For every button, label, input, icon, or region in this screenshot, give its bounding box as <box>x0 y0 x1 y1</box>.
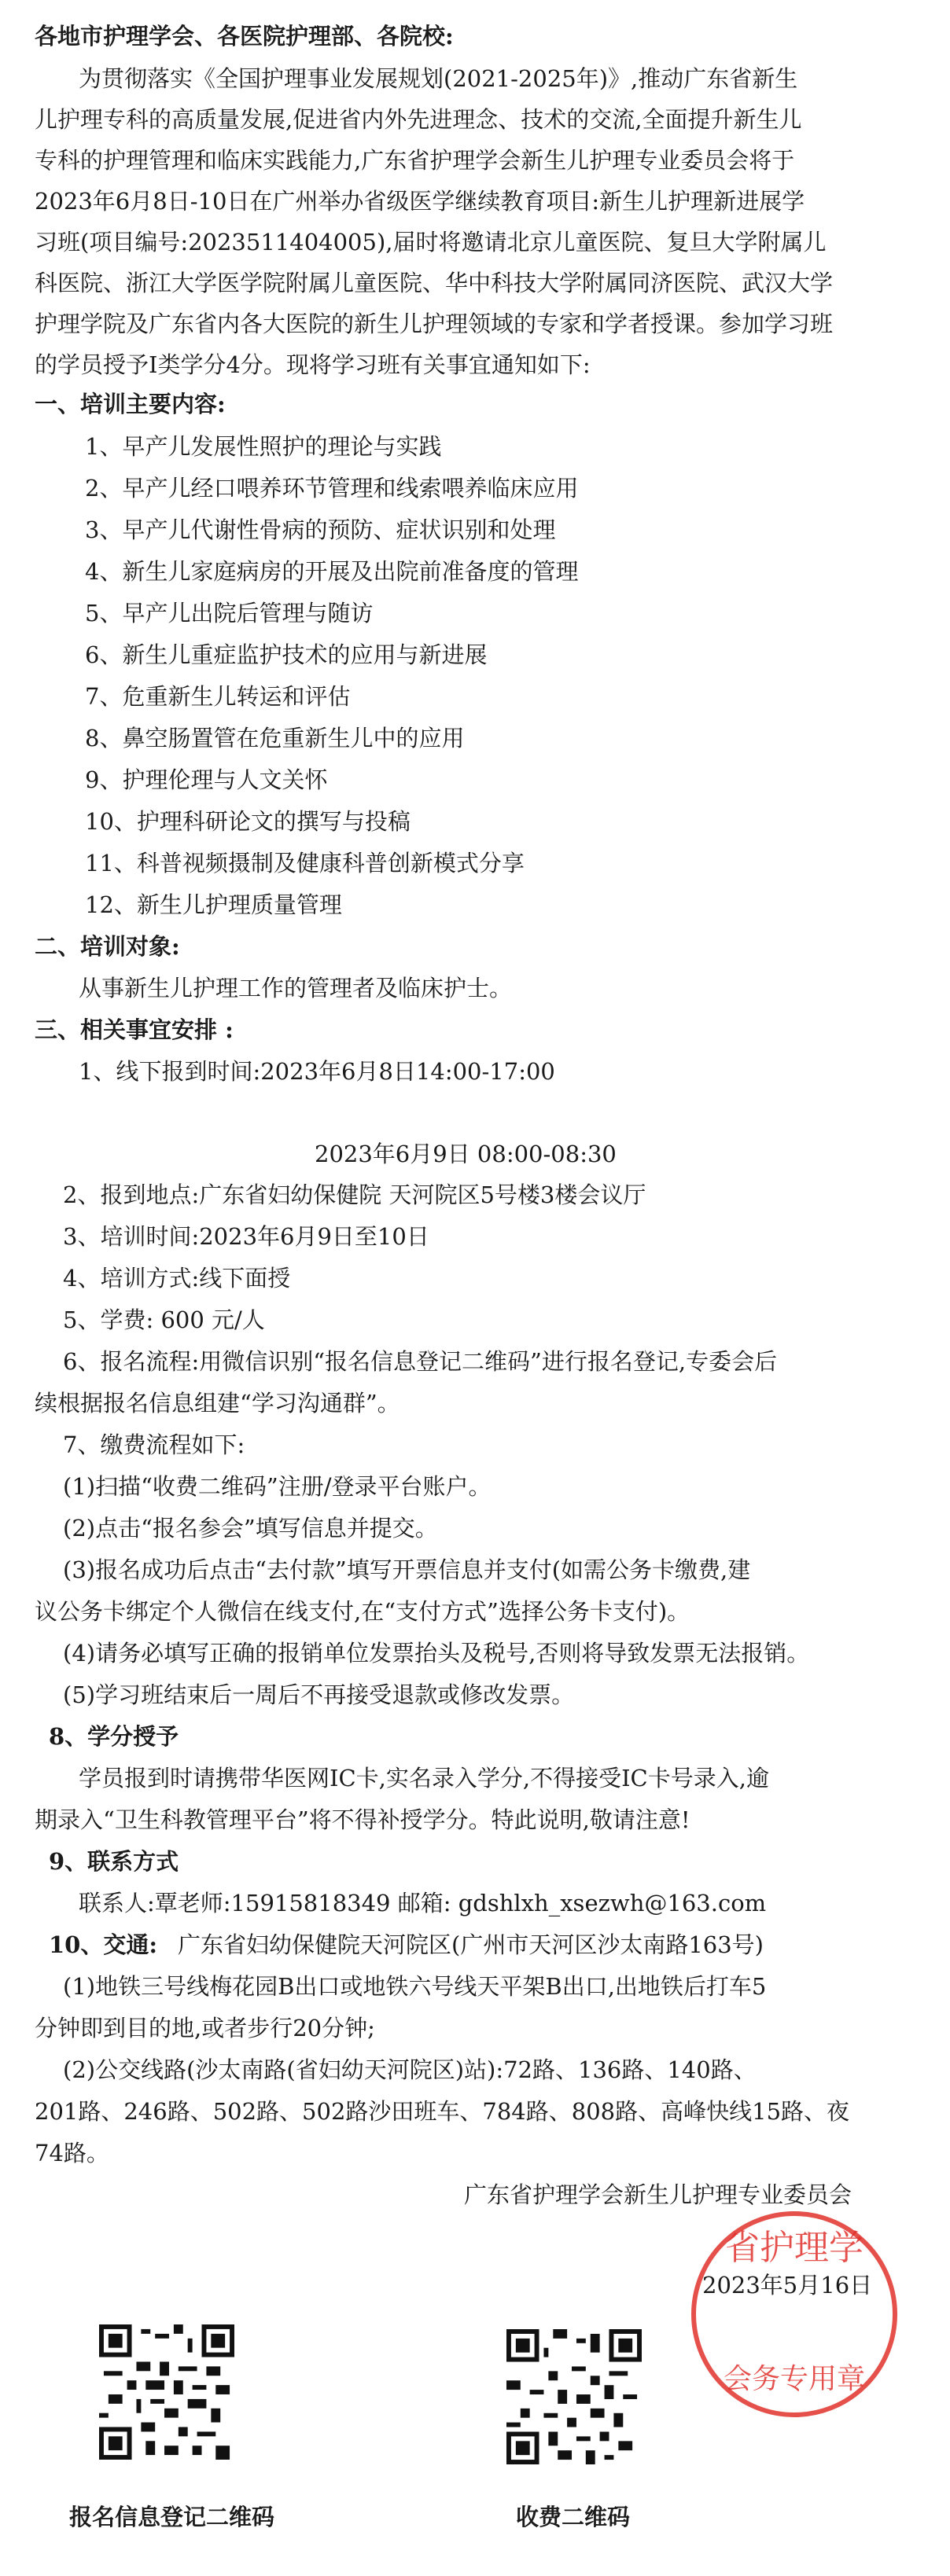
content-item: 3、早产儿代谢性骨病的预防、症状识别和处理 <box>85 516 556 543</box>
registration-qr-label: 报名信息登记二维码 <box>69 2504 275 2530</box>
intro-line: 儿护理专科的高质量发展,促进省内外先进理念、技术的交流,全面提升新生儿 <box>35 106 802 133</box>
intro-line: 专科的护理管理和临床实践能力,广东省护理学会新生儿护理专业委员会将于 <box>35 147 795 174</box>
payment-qr-label: 收费二维码 <box>516 2504 631 2530</box>
arrangement-item: 6、报名流程:用微信识别“报名信息登记二维码”进行报名登记,专委会后 <box>63 1348 778 1375</box>
content-item: 1、早产儿发展性照护的理论与实践 <box>85 433 442 460</box>
payment-qr-code[interactable] <box>506 2329 642 2464</box>
intro-line: 2023年6月8日-10日在广州举办省级医学继续教育项目:新生儿护理新进展学 <box>35 188 805 215</box>
signature-organization: 广东省护理学会新生儿护理专业委员会 <box>464 2181 852 2208</box>
arrangement-item: 7、缴费流程如下: <box>63 1431 245 1458</box>
arrangement-item: 3、培训时间:2023年6月9日至10日 <box>63 1223 429 1250</box>
intro-line: 习班(项目编号:2023511404005),届时将邀请北京儿童医院、复旦大学附属儿 <box>35 229 827 255</box>
section-title: 9、联系方式 <box>49 1848 179 1875</box>
seal-graphic <box>689 2209 900 2420</box>
arrangement-item: 2023年6月9日 08:00-08:30 <box>315 1141 617 1167</box>
transport-item: 201路、246路、502路、502路沙田班车、784路、808路、高峰快线15路、夜 <box>35 2098 850 2125</box>
section-body: 从事新生儿护理工作的管理者及临床护士。 <box>79 975 513 1001</box>
qr-code-graphic <box>99 2324 234 2460</box>
contact-info: 联系人:覃老师:15915818349 邮箱: gdshlxh_xsezwh@163.com <box>79 1890 767 1916</box>
intro-line: 的学员授予I类学分4分。现将学习班有关事宜通知如下: <box>35 351 591 378</box>
signature-date: 2023年5月16日 <box>702 2272 873 2299</box>
payment-step: (5)学习班结束后一周后不再接受退款或修改发票。 <box>63 1681 575 1708</box>
payment-step: (1)扫描“收费二维码”注册/登录平台账户。 <box>63 1473 492 1500</box>
qr-code-graphic <box>506 2329 642 2464</box>
payment-step: (3)报名成功后点击“去付款”填写开票信息并支付(如需公务卡缴费,建 <box>63 1556 751 1583</box>
transport-address: 广东省妇幼保健院天河院区(广州市天河区沙太南路163号) <box>178 1931 764 1958</box>
section-title: 一、培训主要内容: <box>35 391 226 417</box>
payment-step: 议公务卡绑定个人微信在线支付,在“支付方式”选择公务卡支付)。 <box>35 1598 690 1625</box>
section-body: 学员报到时请携带华医网IC卡,实名录入学分,不得接受IC卡号录入,逾 <box>79 1765 769 1791</box>
transport-item: (1)地铁三号线梅花园B出口或地铁六号线天平架B出口,出地铁后打车5 <box>63 1973 767 2000</box>
section-title: 二、培训对象: <box>35 933 180 960</box>
official-seal <box>689 2209 900 2420</box>
transport-item: (2)公交线路(沙太南路(省妇幼天河院区)站):72路、136路、140路、 <box>63 2056 757 2083</box>
intro-line: 护理学院及广东省内各大医院的新生儿护理领域的专家和学者授课。参加学习班 <box>35 311 834 337</box>
section-title: 10、交通: <box>49 1931 158 1958</box>
content-item: 5、早产儿出院后管理与随访 <box>85 600 374 627</box>
intro-line: 科医院、浙江大学医学院附属儿童医院、华中科技大学附属同济医院、武汉大学 <box>35 270 834 296</box>
registration-qr-code[interactable] <box>99 2324 234 2460</box>
payment-step: (2)点击“报名参会”填写信息并提交。 <box>63 1515 438 1542</box>
content-item: 9、护理伦理与人文关怀 <box>85 766 328 793</box>
salutation: 各地市护理学会、各医院护理部、各院校: <box>35 23 454 50</box>
transport-item: 分钟即到目的地,或者步行20分钟; <box>35 2015 375 2041</box>
arrangement-item: 4、培训方式:线下面授 <box>63 1265 291 1292</box>
content-item: 12、新生儿护理质量管理 <box>85 891 342 918</box>
content-item: 8、鼻空肠置管在危重新生儿中的应用 <box>85 725 465 751</box>
intro-line: 为贯彻落实《全国护理事业发展规划(2021-2025年)》,推动广东省新生 <box>79 65 798 92</box>
transport-item: 74路。 <box>35 2140 109 2166</box>
content-item: 7、危重新生儿转运和评估 <box>85 683 351 710</box>
content-item: 11、科普视频摄制及健康科普创新模式分享 <box>85 850 525 876</box>
content-item: 2、早产儿经口喂养环节管理和线索喂养临床应用 <box>85 475 579 502</box>
section-title: 三、相关事宜安排 : <box>35 1016 234 1043</box>
arrangement-item: 2、报到地点:广东省妇幼保健院 天河院区5号楼3楼会议厅 <box>63 1181 646 1208</box>
seal-top-text: 省护理学 <box>725 2228 863 2268</box>
payment-step: (4)请务必填写正确的报销单位发票抬头及税号,否则将导致发票无法报销。 <box>63 1640 810 1666</box>
arrangement-item: 5、学费: 600 元/人 <box>63 1306 265 1333</box>
content-item: 10、护理科研论文的撰写与投稿 <box>85 808 411 835</box>
arrangement-item: 续根据报名信息组建“学习沟通群”。 <box>35 1390 400 1417</box>
section-title: 8、学分授予 <box>49 1723 179 1750</box>
seal-bottom-text: 会务专用章 <box>723 2363 866 2395</box>
content-item: 4、新生儿家庭病房的开展及出院前准备度的管理 <box>85 558 579 585</box>
section-body: 期录入“卫生科教管理平台”将不得补授学分。特此说明,敬请注意! <box>35 1806 690 1833</box>
content-item: 6、新生儿重症监护技术的应用与新进展 <box>85 641 488 668</box>
arrangement-item: 1、线下报到时间:2023年6月8日14:00-17:00 <box>79 1058 555 1085</box>
